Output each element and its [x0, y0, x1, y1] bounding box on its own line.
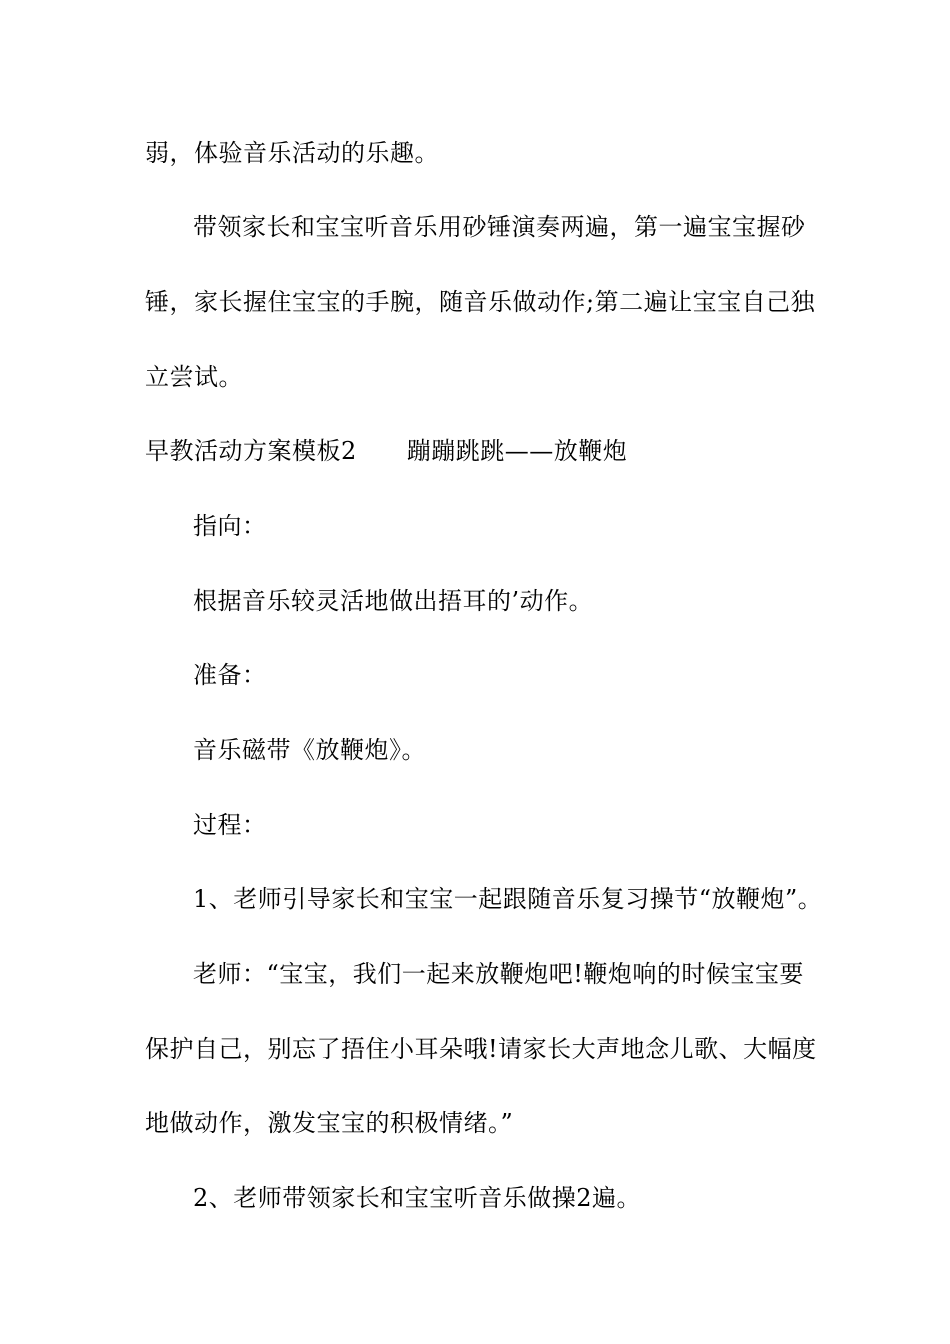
- paragraph-line: 1、老师引导家长和宝宝一起跟随音乐复习操节“放鞭炮”。: [193, 885, 823, 913]
- paragraph-line: 根据音乐较灵活地做出捂耳的’动作。: [193, 587, 594, 615]
- paragraph-line: 老师：“宝宝，我们一起来放鞭炮吧!鞭炮响的时候宝宝要: [193, 960, 804, 988]
- paragraph-line: 2、老师带领家长和宝宝听音乐做操2遍。: [193, 1184, 642, 1212]
- paragraph-line: 锤，家长握住宝宝的手腕，随音乐做动作;第二遍让宝宝自己独: [145, 288, 816, 316]
- paragraph-line: 保护自己，别忘了捂住小耳朵哦!请家长大声地念儿歌、大幅度: [145, 1035, 817, 1063]
- paragraph-line: 音乐磁带《放鞭炮》。: [193, 736, 426, 764]
- section-subtitle: 蹦蹦跳跳——放鞭炮: [406, 437, 628, 465]
- section-heading: [145, 436, 627, 466]
- paragraph-line: 地做动作，激发宝宝的积极情绪。”: [145, 1109, 514, 1137]
- paragraph-line: 带领家长和宝宝听音乐用砂锤演奏两遍，第一遍宝宝握砂: [193, 213, 806, 241]
- label-line: 指向：: [193, 512, 267, 540]
- label-line: 准备：: [193, 661, 267, 689]
- label-line: 过程：: [193, 811, 267, 839]
- section-title: 早教活动方案模板2: [145, 437, 357, 465]
- paragraph-line: 弱，体验音乐活动的乐趣。: [145, 139, 439, 167]
- paragraph-line: 立尝试。: [145, 363, 243, 391]
